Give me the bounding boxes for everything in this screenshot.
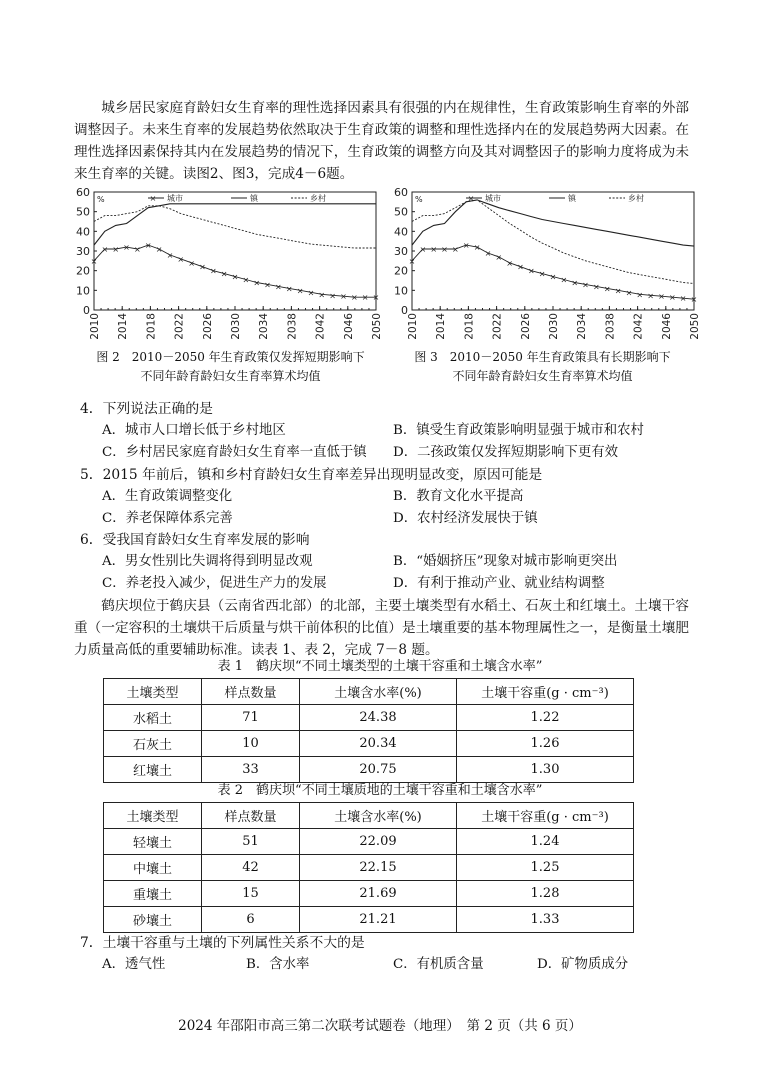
table-cell: 水稻土 (104, 705, 202, 731)
legend-marker: × (149, 194, 157, 203)
series-marker: × (419, 245, 427, 255)
series-marker: × (549, 272, 557, 282)
y-tick-label: 20 (394, 264, 408, 278)
series-marker: × (188, 258, 195, 268)
legend-label: 乡村 (310, 194, 326, 203)
y-tick-label: 40 (76, 225, 90, 239)
question-7-option-a: A．透气性 (102, 957, 166, 972)
series-marker: × (636, 290, 644, 300)
series-marker: × (462, 241, 470, 251)
table-cell: 24.38 (300, 705, 457, 731)
y-tick-label: 30 (394, 245, 408, 258)
table-row (104, 855, 634, 881)
y-tick-label: 50 (394, 205, 408, 219)
x-tick-label: 2014 (435, 313, 448, 340)
series-marker: × (517, 262, 524, 272)
table-cell: 1.26 (457, 731, 634, 757)
series-marker: × (408, 256, 416, 266)
series-marker: × (101, 245, 109, 255)
series-marker: × (90, 256, 98, 266)
series-marker: × (144, 241, 152, 251)
table-header-cell: 土壤类型 (104, 679, 202, 705)
series-marker: × (571, 278, 579, 288)
legend-label: 镇 (568, 194, 576, 203)
series-marker: × (123, 243, 130, 253)
series-marker: × (647, 291, 654, 301)
question-4-stem: 4．下列说法正确的是 (80, 401, 213, 417)
question-6-option-a: A．男女性别比失调将得到明显改观 (102, 554, 313, 569)
table-1-header-row (104, 679, 634, 705)
series-marker: × (177, 254, 185, 264)
question-7-stem: 7．土壤干容重与土壤的下列属性关系不大的是 (80, 935, 365, 951)
series-marker: × (209, 266, 217, 276)
series-marker: × (473, 243, 481, 253)
series-line-2 (94, 206, 376, 251)
unit-label: % (97, 195, 105, 204)
question-7-option-c: C．有机质含量 (393, 957, 484, 972)
table-1-caption: 表 1 鹤庆坝“不同土壤类型的土壤干容重和土壤含水率” (217, 659, 543, 674)
series-marker: × (307, 288, 315, 298)
table-cell: 1.24 (457, 829, 634, 855)
table-header-cell: 土壤类型 (104, 803, 202, 829)
series-marker: × (593, 282, 600, 292)
series-marker: × (506, 258, 513, 268)
series-marker: × (527, 266, 535, 276)
series-marker: × (430, 245, 438, 255)
series-marker: × (560, 275, 568, 285)
table-cell: 10 (202, 731, 300, 757)
table-cell: 20.34 (300, 731, 457, 757)
question-5-option-d: D．农村经济发展快于镇 (393, 511, 538, 526)
series-marker: × (155, 245, 163, 255)
question-7-option-d: D．矿物质成分 (537, 957, 629, 972)
x-tick-label: 2010 (89, 313, 101, 340)
y-tick-label: 30 (76, 245, 90, 258)
table-cell: 42 (202, 855, 300, 881)
series-marker: × (112, 245, 120, 255)
x-tick-label: 2042 (314, 313, 327, 340)
table-header-cell: 土壤干容重(g · cm⁻³) (457, 803, 634, 829)
series-marker: × (668, 293, 676, 303)
legend-label: 乡村 (628, 194, 644, 203)
x-tick-label: 2046 (660, 313, 673, 340)
x-tick-label: 2042 (632, 313, 645, 340)
table-2-caption: 表 2 鹤庆坝“不同土壤质地的土壤干容重和土壤含水率” (217, 783, 543, 798)
x-tick-label: 2018 (463, 313, 476, 340)
table-cell: 22.15 (300, 855, 457, 881)
question-6-stem: 6．受我国育龄妇女生育率发展的影响 (80, 532, 310, 548)
y-tick-label: 50 (76, 205, 90, 219)
figure-2-caption-line1: 图 2 2010－2050 年生育政策仅发挥短期影响下 (96, 350, 365, 364)
x-tick-label: 2030 (230, 313, 242, 340)
series-marker: × (134, 245, 141, 255)
series-marker: × (253, 278, 261, 288)
series-marker: × (329, 291, 336, 301)
question-6-option-c: C．养老投入减少，促进生产力的发展 (102, 576, 327, 591)
table-row (104, 907, 634, 933)
series-marker: × (242, 275, 250, 285)
table-cell: 1.33 (457, 907, 634, 933)
table-2-header-row (104, 803, 634, 829)
soil-intro-paragraph: 鹤庆坝位于鹤庆县（云南省西北部）的北部，主要土壤类型有水稻土、石灰土和红壤土。土壤干容重（一定容积的土壤烘干后质量与烘干前体积的比值）是土壤重要的基本物理属性之一，是衡量土壤肥力质量高低的重要辅助标准。读表 1、表 2，完成 7－8 题。 (74, 598, 689, 658)
table-cell: 22.09 (300, 829, 457, 855)
y-tick-label: 10 (394, 284, 408, 298)
x-tick-label: 2038 (604, 313, 617, 340)
table-cell: 20.75 (300, 757, 457, 783)
y-tick-label: 60 (394, 186, 408, 199)
question-5-stem: 5．2015 年前后，镇和乡村育龄妇女生育率差异出现明显改变，原因可能是 (80, 467, 543, 483)
series-marker: × (340, 292, 347, 302)
series-marker: × (538, 269, 546, 279)
table-header-cell: 土壤含水率(%) (300, 679, 457, 705)
series-marker: × (452, 245, 459, 255)
question-7-option-b: B．含水率 (246, 957, 310, 972)
question-4-option-a: A．城市人口增长低于乡村地区 (102, 423, 286, 438)
series-line-1 (94, 204, 376, 245)
table-1 (103, 678, 634, 783)
series-marker: × (220, 269, 228, 279)
y-tick-label: 60 (76, 186, 90, 199)
legend-label: 城市 (485, 194, 501, 203)
series-marker: × (614, 286, 622, 296)
x-tick-label: 2046 (342, 313, 355, 340)
series-marker: × (679, 294, 687, 304)
x-tick-label: 2050 (371, 313, 383, 340)
series-marker: × (372, 293, 380, 303)
question-5-option-c: C．养老保障体系完善 (102, 511, 233, 526)
table-cell: 1.30 (457, 757, 634, 783)
table-header-cell: 样点数量 (202, 679, 300, 705)
series-marker: × (361, 293, 369, 303)
legend-marker: × (467, 194, 475, 203)
x-tick-label: 2038 (286, 313, 299, 340)
x-tick-label: 2030 (548, 313, 560, 340)
x-tick-label: 2034 (576, 313, 589, 340)
figure-2-caption-line2: 不同年龄育龄妇女生育率算术均值 (140, 369, 321, 383)
series-marker: × (582, 280, 589, 290)
series-marker: × (441, 245, 448, 255)
series-marker: × (495, 252, 503, 262)
table-cell: 33 (202, 757, 300, 783)
series-marker: × (275, 282, 282, 292)
x-tick-label: 2014 (117, 313, 130, 340)
x-tick-label: 2022 (491, 313, 504, 340)
figure-3-caption-line2: 不同年龄育龄妇女生育率算术均值 (452, 369, 633, 383)
table-2 (103, 802, 634, 933)
y-tick-label: 10 (76, 284, 90, 298)
x-tick-label: 2018 (145, 313, 158, 340)
table-cell: 1.25 (457, 855, 634, 881)
series-marker: × (603, 284, 611, 294)
series-marker: × (690, 295, 698, 305)
table-cell: 51 (202, 829, 300, 855)
table-cell: 砂壤土 (104, 907, 202, 933)
x-tick-label: 2050 (689, 313, 701, 340)
figure-3-caption-line1: 图 3 2010－2050 年生育政策具有长期影响下 (414, 350, 671, 364)
y-tick-label: 20 (76, 264, 90, 278)
figure-2-chart (66, 182, 386, 340)
series-marker: × (166, 250, 174, 260)
question-5-option-b: B．教育文化水平提高 (393, 489, 524, 504)
y-tick-label: 0 (83, 304, 90, 317)
series-marker: × (285, 284, 293, 294)
question-4-option-d: D．二孩政策仅发挥短期影响下更有效 (393, 445, 618, 460)
table-cell: 红壤土 (104, 757, 202, 783)
table-header-cell: 土壤含水率(%) (300, 803, 457, 829)
page-footer: 2024 年邵阳市高三第二次联考试题卷（地理） 第 2 页（共 6 页） (178, 1018, 582, 1034)
figure-2-caption (78, 348, 383, 386)
series-marker: × (199, 262, 206, 272)
series-marker: × (318, 290, 326, 300)
legend-label: 城市 (167, 194, 183, 203)
question-6-option-d: D．有利于推动产业、就业结构调整 (393, 576, 605, 591)
table-cell: 轻壤土 (104, 829, 202, 855)
x-tick-label: 2034 (258, 313, 271, 340)
table-cell: 15 (202, 881, 300, 907)
table-row (104, 705, 634, 731)
table-cell: 重壤土 (104, 881, 202, 907)
figure-3-caption (390, 348, 695, 386)
series-marker: × (625, 288, 633, 298)
table-cell: 1.28 (457, 881, 634, 907)
x-tick-label: 2026 (201, 313, 214, 340)
table-cell: 6 (202, 907, 300, 933)
series-marker: × (264, 280, 271, 290)
x-tick-label: 2026 (519, 313, 532, 340)
figure-3-chart (384, 182, 704, 340)
unit-label: % (415, 195, 423, 204)
series-marker: × (484, 248, 492, 258)
table-cell: 21.69 (300, 881, 457, 907)
question-4-option-b: B．镇受生育政策影响明显强于城市和农村 (393, 423, 644, 438)
question-4-option-c: C．乡村居民家庭育龄妇女生育率一直低于镇 (102, 445, 367, 460)
series-marker: × (658, 292, 665, 302)
table-cell: 石灰土 (104, 731, 202, 757)
table-cell: 21.21 (300, 907, 457, 933)
table-cell: 中壤土 (104, 855, 202, 881)
intro-paragraph: 城乡居民家庭育龄妇女生育率的理性选择因素具有很强的内在规律性，生育政策影响生育率的外部调整因子。未来生育率的发展趋势依然取决于生育政策的调整和理性选择内在的发展趋势两大因素。在理性选择因素保持其内在发展趋势的情况下，生育政策的调整方向及其对调整因子的影响力度将成为未来生育率的关键。读图2、图3，完成4－6题。 (74, 100, 689, 182)
table-header-cell: 土壤干容重(g · cm⁻³) (457, 679, 634, 705)
series-marker: × (296, 286, 304, 296)
table-row (104, 829, 634, 855)
question-5-option-a: A．生育政策调整变化 (102, 489, 233, 504)
series-line-1 (412, 200, 694, 246)
series-marker: × (350, 293, 358, 303)
table-cell: 71 (202, 705, 300, 731)
legend-label: 镇 (250, 194, 258, 203)
y-tick-label: 40 (394, 225, 408, 239)
table-header-cell: 样点数量 (202, 803, 300, 829)
series-marker: × (231, 272, 239, 282)
question-6-option-b: B．“婚姻挤压”现象对城市影响更突出 (393, 554, 618, 569)
table-row (104, 881, 634, 907)
x-tick-label: 2022 (173, 313, 186, 340)
x-tick-label: 2010 (407, 313, 419, 340)
y-tick-label: 0 (401, 304, 408, 317)
table-cell: 1.22 (457, 705, 634, 731)
table-row (104, 757, 634, 783)
table-row (104, 731, 634, 757)
